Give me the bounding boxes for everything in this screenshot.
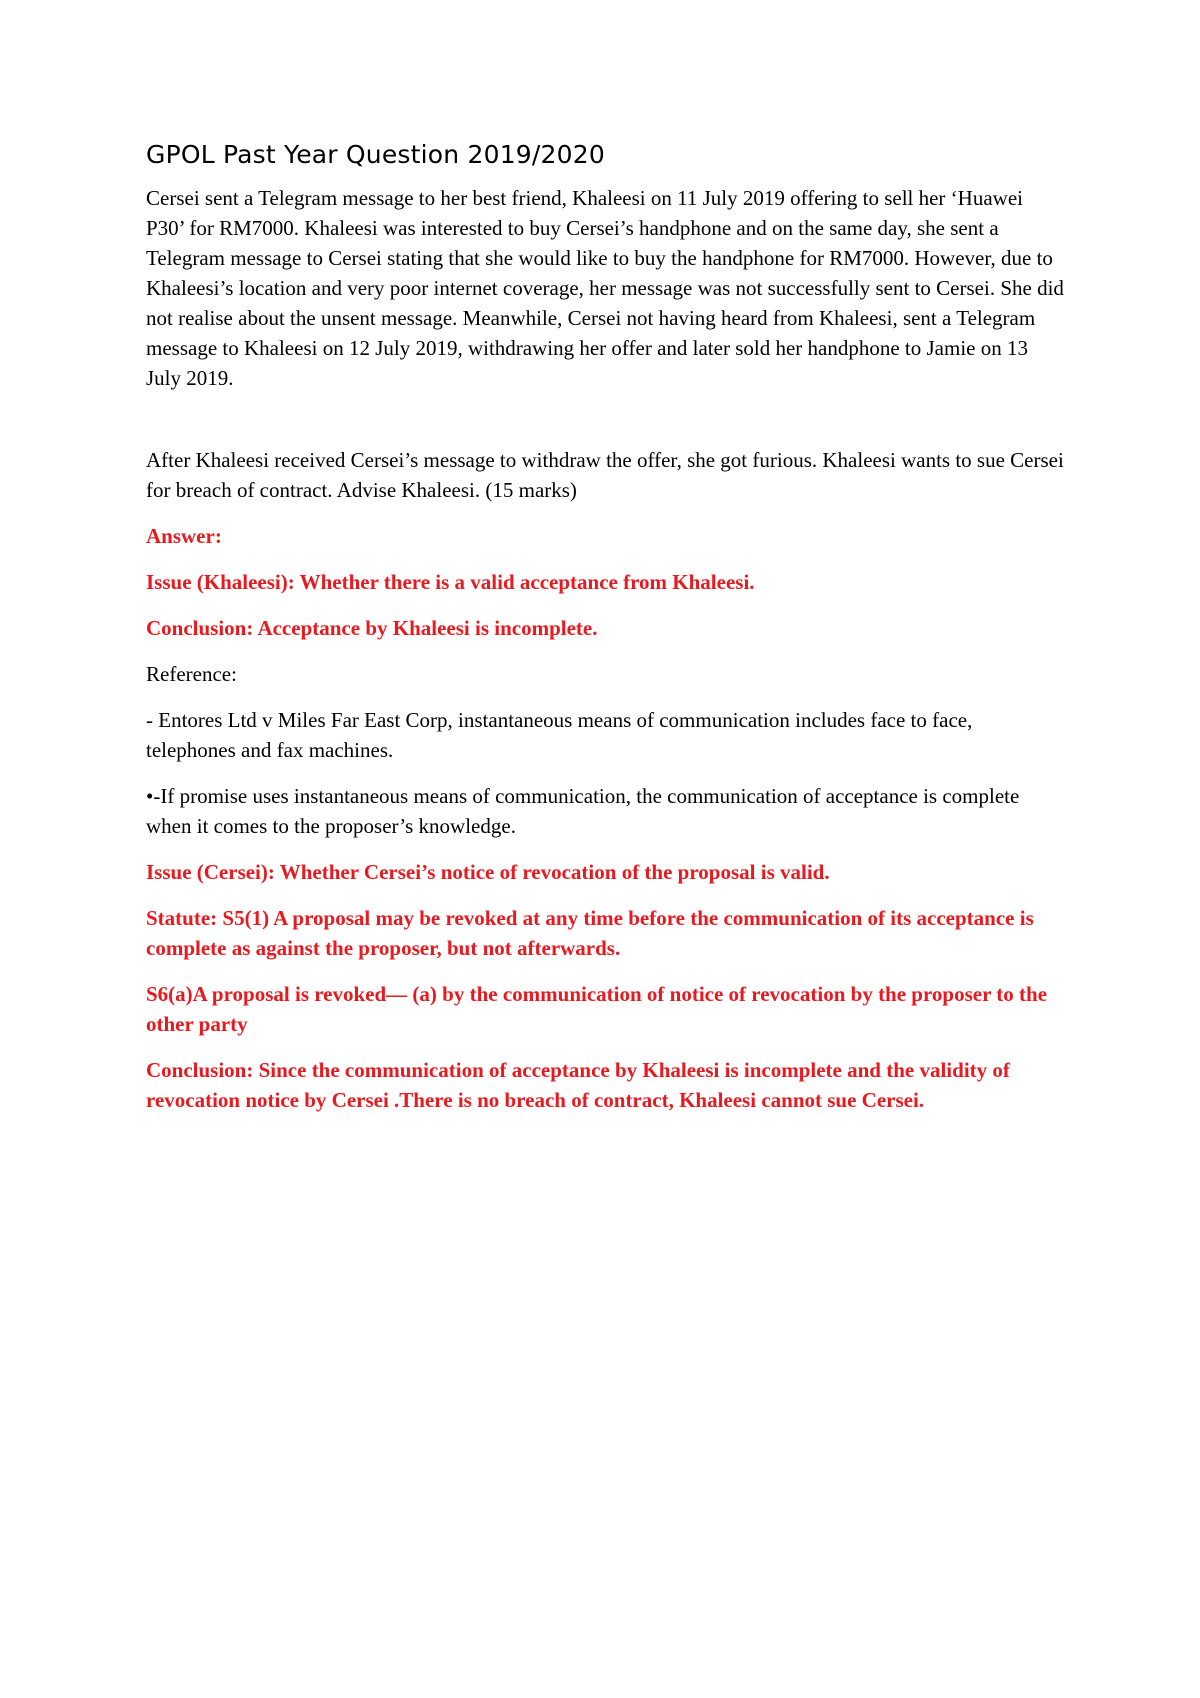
reference-label: Reference: [146,662,237,686]
reference-instantaneous: •-If promise uses instantaneous means of communication, the communication of acceptance is complete when it comes to the proposer’s knowledge. [146,784,1020,838]
issue-khaleesi: Issue (Khaleesi): Whether there is a valid acceptance from Khaleesi. [146,570,755,594]
statute-s5: Statute: S5(1) A proposal may be revoked at any time before the communication of its acceptance is complete as against the proposer, but not afterwards. [146,906,1034,960]
answer-heading: Answer: [146,524,222,548]
document-page [146,140,1066,1131]
question-paragraph: Cersei sent a Telegram message to her best friend, Khaleesi on 11 July 2019 offering to sell her ‘Huawei P30’ for RM7000. Khaleesi was interested to buy Cersei’s handphone and on the same day, she sent a Telegram message to Cersei stating that she would like to buy the handphone for RM7000. However, due to Khaleesi’s location and very poor internet coverage, her message was not successfully sent to Cersei. She did not realise about the unsent message. Meanwhile, Cersei not having heard from Khaleesi, sent a Telegram message to Khaleesi on 12 July 2019, withdrawing her offer and later sold her handphone to Jamie on 13 July 2019. [146,186,1064,390]
final-conclusion: Conclusion: Since the communication of acceptance by Khaleesi is incomplete and the validity of revocation notice by Cersei .There is no breach of contract, Khaleesi cannot sue Cersei. [146,1058,1010,1112]
issue-cersei: Issue (Cersei): Whether Cersei’s notice of revocation of the proposal is valid. [146,860,830,884]
spacer [146,393,1066,445]
instruction-paragraph: After Khaleesi received Cersei’s message to withdraw the offer, she got furious. Khaleesi wants to sue Cersei for breach of contract. Advise Khaleesi. (15 marks) [146,448,1064,502]
reference-entores: - Entores Ltd v Miles Far East Corp, instantaneous means of communication includes face to face, telephones and fax machines. [146,708,973,762]
conclusion-khaleesi: Conclusion: Acceptance by Khaleesi is incomplete. [146,616,598,640]
statute-s6: S6(a)A proposal is revoked— (a) by the communication of notice of revocation by the proposer to the other party [146,982,1048,1036]
document-title: GPOL Past Year Question 2019/2020 [146,140,605,169]
